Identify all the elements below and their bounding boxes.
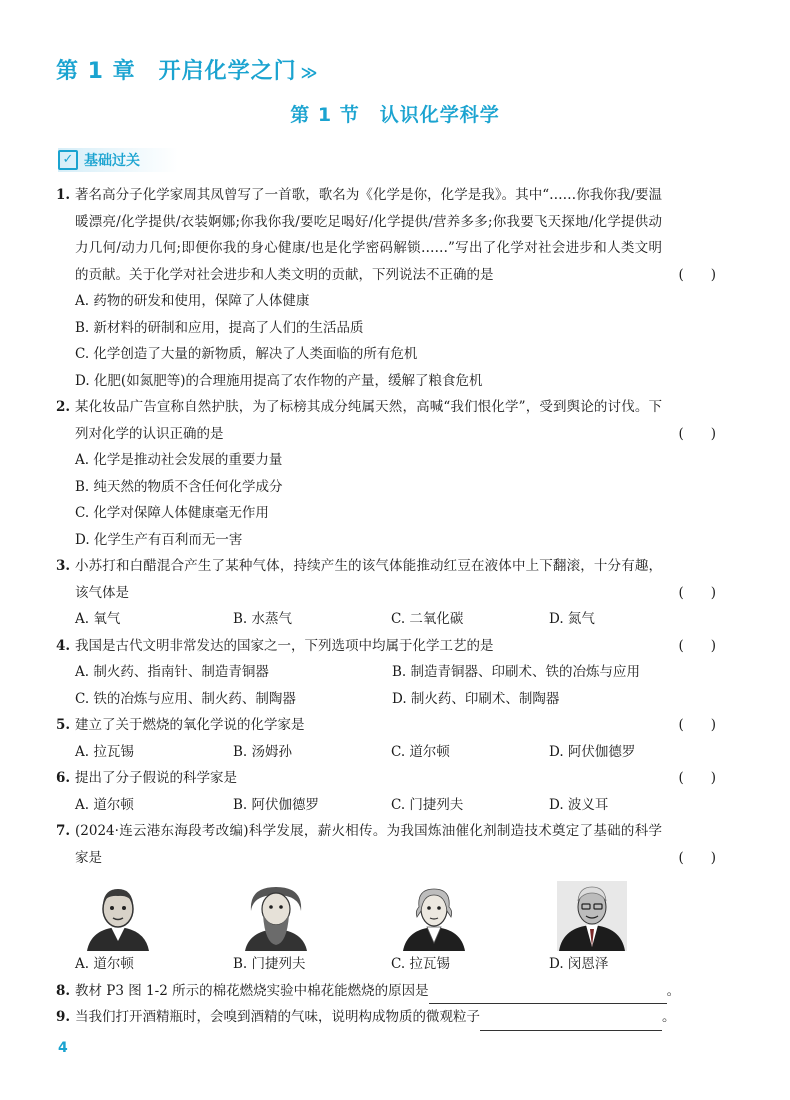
option[interactable]: C. 铁的冶炼与应用、制火药、制陶器 — [75, 690, 296, 707]
question-end: 。 — [662, 1009, 676, 1025]
options-row — [56, 951, 716, 978]
portrait-image — [399, 881, 469, 951]
option[interactable]: A. 道尔顿 — [75, 796, 134, 813]
question-text: 小苏打和白醋混合产生了某种气体，持续产生的该气体能推动红豆在液体中上下翻滚，十分有趣，该气体是 — [75, 558, 662, 601]
section-title: 第 1 节 认识化学科学 — [290, 104, 500, 126]
option[interactable]: B. 制造青铜器、印刷术、铁的冶炼与应用 — [392, 664, 641, 680]
answer-paren[interactable]: ( ) — [678, 770, 716, 786]
question-9 — [56, 1004, 716, 1031]
portrait-image — [241, 881, 311, 951]
question-number: 6. — [56, 770, 71, 786]
option[interactable]: C. 化学对保障人体健康毫无作用 — [75, 505, 269, 521]
answer-paren[interactable]: ( ) — [678, 637, 716, 654]
question-number: 3. — [56, 558, 71, 574]
portrait-image — [557, 881, 627, 951]
question-list — [56, 182, 716, 1031]
question-number: 4. — [56, 637, 71, 654]
question-end: 。 — [666, 982, 681, 999]
options-row — [56, 686, 716, 713]
option[interactable]: C. 二氧化碳 — [391, 611, 464, 627]
question-7 — [56, 818, 716, 871]
option[interactable]: C. 化学创造了大量的新物质，解决了人类面临的所有危机 — [75, 346, 418, 362]
answer-paren[interactable]: ( ) — [678, 425, 716, 442]
option[interactable]: A. 药物的研发和使用，保障了人体健康 — [75, 293, 310, 309]
question-text: 建立了关于燃烧的氧化学说的化学家是 — [75, 717, 305, 733]
answer-paren[interactable]: ( ) — [678, 849, 716, 866]
chapter-title: 第 1 章 开启化学之门 ≫ — [56, 59, 319, 84]
question-number: 1. — [56, 187, 71, 203]
checkbox-icon: ✓ — [58, 150, 78, 170]
option[interactable]: A. 制火药、指南针、制造青铜器 — [75, 664, 269, 680]
portrait-dalton[interactable] — [75, 881, 233, 951]
answer-blank[interactable] — [429, 985, 667, 1004]
option[interactable]: D. 化肥(如氮肥等)的合理施用提高了农作物的产量，缓解了粮食危机 — [75, 372, 483, 389]
option[interactable]: B. 门捷列夫 — [233, 956, 306, 972]
option[interactable]: D. 闵恩泽 — [549, 956, 609, 972]
double-chevron-icon: ≫ — [300, 63, 319, 82]
question-number: 8. — [56, 982, 71, 999]
question-1 — [56, 182, 716, 288]
question-text: 我国是古代文明非常发达的国家之一，下列选项中均属于化学工艺的是 — [75, 637, 494, 654]
option[interactable]: B. 阿伏伽德罗 — [233, 796, 320, 813]
option[interactable]: C. 拉瓦锡 — [391, 956, 450, 972]
option[interactable]: D. 波义耳 — [549, 796, 609, 813]
option[interactable]: D. 阿伏伽德罗 — [549, 743, 636, 760]
option[interactable]: C. 门捷列夫 — [391, 796, 464, 813]
options-row — [56, 792, 716, 819]
portrait-min-enze[interactable] — [549, 881, 707, 951]
answer-blank[interactable] — [480, 1012, 662, 1031]
page-number: 4 — [58, 1040, 68, 1056]
question-number: 2. — [56, 399, 71, 415]
portrait-lavoisier[interactable] — [391, 881, 549, 951]
question-4 — [56, 633, 716, 660]
question-3 — [56, 553, 716, 606]
question-text: 某化妆品广告宣称自然护肤，为了标榜其成分纯属天然，高喊“我们恨化学”，受到舆论的讨伐。下列对化学的认识正确的是 — [75, 399, 662, 442]
option[interactable]: B. 新材料的研制和应用，提高了人们的生活品质 — [75, 319, 364, 336]
option[interactable]: A. 道尔顿 — [75, 956, 134, 972]
question-number: 5. — [56, 717, 71, 733]
option[interactable]: B. 水蒸气 — [233, 611, 293, 627]
option[interactable]: A. 化学是推动社会发展的重要力量 — [75, 452, 283, 468]
option[interactable]: D. 制火药、印刷术、制陶器 — [392, 690, 560, 707]
question-text: 教材 P3 图 1-2 所示的棉花燃烧实验中棉花能燃烧的原因是 — [75, 982, 429, 999]
option[interactable]: A. 氧气 — [75, 611, 121, 627]
question-number: 9. — [56, 1009, 71, 1025]
portrait-image — [83, 881, 153, 951]
answer-paren[interactable]: ( ) — [678, 584, 716, 601]
option[interactable]: D. 氮气 — [549, 611, 595, 627]
badge-label: 基础过关 — [84, 153, 140, 169]
question-text: 提出了分子假说的科学家是 — [75, 770, 237, 786]
portrait-mendeleev[interactable] — [233, 881, 391, 951]
option[interactable]: B. 纯天然的物质不含任何化学成分 — [75, 478, 283, 495]
options-row — [56, 606, 716, 633]
answer-paren[interactable]: ( ) — [678, 717, 716, 733]
option[interactable]: C. 道尔顿 — [391, 743, 450, 760]
option[interactable]: D. 化学生产有百利而无一害 — [75, 531, 243, 548]
question-8 — [56, 978, 716, 1005]
question-text: 著名高分子化学家周其凤曾写了一首歌，歌名为《化学是你，化学是我》。其中“……你我你我/要温暖漂亮/化学提供/衣装婀娜;你我你我/要吃足喝好/化学提供/营养多多;你我要飞天探地/化学提供动力几何/动力几何;即便你我的身心健康/也是化学密码解锁……”写出了化学对社会进步和人类文明的贡献。关于化学对社会进步和人类文明的贡献，下列说法不正确的是 — [75, 187, 662, 283]
question-number: 7. — [56, 823, 71, 839]
question-2 — [56, 394, 716, 447]
option[interactable]: B. 汤姆孙 — [233, 743, 293, 760]
answer-paren[interactable]: ( ) — [678, 266, 716, 283]
options-row — [56, 739, 716, 766]
question-text: 当我们打开酒精瓶时，会嗅到酒精的气味，说明构成物质的微观粒子 — [75, 1009, 480, 1025]
question-5 — [56, 712, 716, 739]
basic-section-badge — [58, 148, 178, 172]
option[interactable]: A. 拉瓦锡 — [75, 743, 134, 760]
portrait-row — [56, 881, 716, 951]
question-text: (2024·连云港东海段考改编)科学发展，薪火相传。为我国炼油催化剂制造技术奠定了基础的科学家是 — [75, 823, 662, 866]
options-row — [56, 659, 716, 686]
question-6 — [56, 765, 716, 792]
